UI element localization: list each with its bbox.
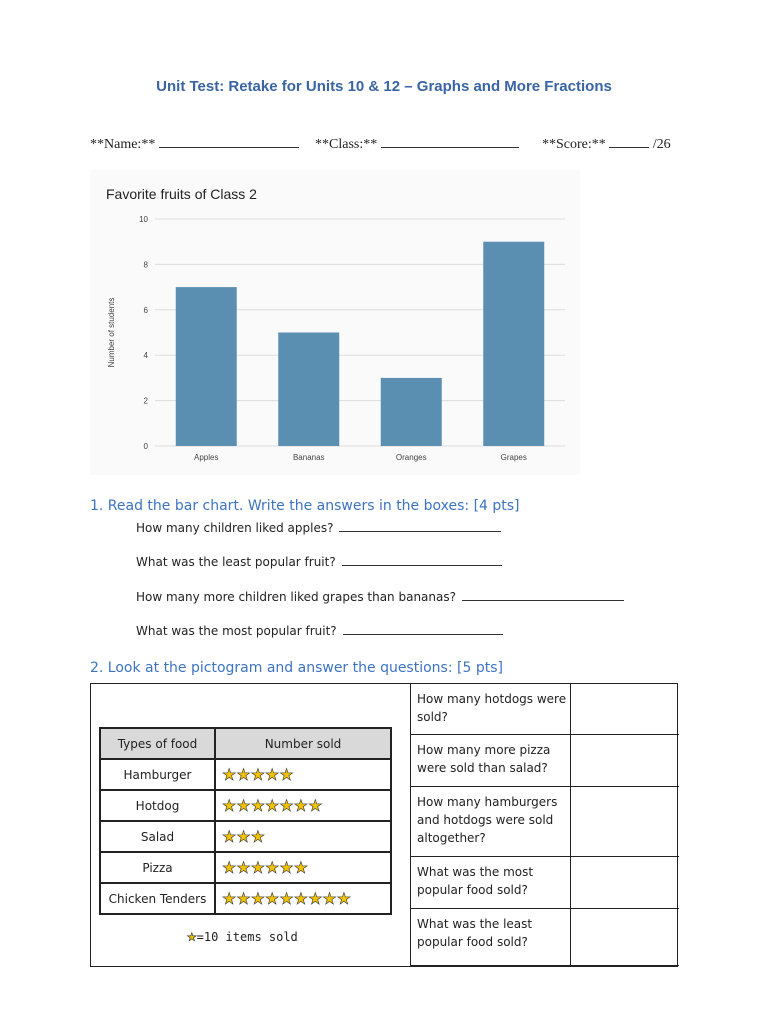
answer-box[interactable] (571, 909, 677, 966)
food-name: Salad (100, 821, 215, 852)
bar-chart-svg (90, 170, 580, 475)
y-tick-label: 8 (143, 260, 148, 270)
pictogram-table (99, 727, 392, 915)
food-name: Hotdog (100, 790, 215, 821)
star-icons (215, 883, 391, 914)
table-row (100, 759, 391, 790)
pictogram-key (187, 926, 298, 945)
fruit-bar-chart (90, 170, 580, 475)
star-icon: ★★★★★ (222, 765, 294, 784)
food-name: Hamburger (100, 759, 215, 790)
score-label: **Score:** (542, 137, 606, 152)
x-tick-label: Grapes (500, 453, 527, 462)
y-tick-label: 4 (143, 351, 148, 361)
bar-oranges (381, 378, 442, 446)
bar-apples (176, 287, 237, 446)
student-info-fields (90, 135, 680, 155)
star-icons (215, 790, 391, 821)
answer-box[interactable] (571, 787, 677, 857)
star-icons (215, 759, 391, 790)
star-icons (215, 821, 391, 852)
question-most-fruit (136, 624, 503, 638)
question-least-fruit (136, 555, 502, 569)
food-name: Pizza (100, 852, 215, 883)
table-row (100, 821, 391, 852)
x-tick-label: Oranges (395, 453, 427, 462)
table-row (100, 852, 391, 883)
question-text: How many hotdogs were sold? (417, 692, 567, 724)
star-icon: ★★★★★★★ (222, 796, 323, 815)
name-field[interactable] (90, 135, 299, 153)
y-axis-label: Number of students (107, 297, 116, 368)
bar-bananas (278, 333, 339, 447)
column-header-food: Types of food (100, 728, 215, 759)
name-blank[interactable] (159, 135, 299, 148)
question-text: What was the least popular food sold? (417, 917, 533, 949)
key-text: =10 items sold (196, 930, 298, 944)
bar-grapes (483, 242, 544, 446)
pictogram-section (90, 683, 678, 967)
answer-box[interactable] (571, 684, 677, 735)
star-icons (215, 852, 391, 883)
question-text: How many hamburgers and hotdogs were sold altogether? (417, 795, 558, 845)
table-header-row (100, 728, 391, 759)
answer-blank[interactable] (339, 521, 501, 532)
answer-box[interactable] (571, 735, 677, 787)
score-field[interactable] (542, 135, 671, 153)
question-text: How many children liked apples? (136, 521, 334, 535)
question-text: What was the most popular fruit? (136, 624, 337, 638)
test-title: Unit Test: Retake for Units 10 & 12 – Graphs and More Fractions (156, 78, 612, 95)
answer-blank[interactable] (343, 624, 503, 635)
table-row (100, 883, 391, 914)
answer-blank[interactable] (342, 555, 502, 566)
table-row (100, 790, 391, 821)
score-total: /26 (652, 137, 671, 152)
question-text: What was the most popular food sold? (417, 865, 534, 897)
x-tick-label: Apples (194, 453, 219, 462)
question-text: How many more children liked grapes than bananas? (136, 590, 456, 604)
star-icon: ★★★★★★ (222, 858, 309, 877)
class-blank[interactable] (381, 135, 519, 148)
class-field[interactable] (315, 135, 519, 153)
class-label: **Class:** (315, 137, 378, 152)
y-tick-label: 2 (143, 396, 148, 406)
question-text: What was the least popular fruit? (136, 555, 336, 569)
y-tick-label: 10 (139, 215, 148, 224)
x-tick-label: Bananas (292, 453, 325, 462)
star-icon: ★ (187, 926, 197, 945)
section2-heading: 2. Look at the pictogram and answer the questions: [5 pts] (90, 660, 503, 676)
column-header-sold: Number sold (215, 728, 391, 759)
star-icon: ★★★★★★★★★ (222, 889, 352, 908)
y-tick-label: 6 (143, 305, 148, 315)
food-name: Chicken Tenders (100, 883, 215, 914)
score-blank[interactable] (609, 135, 649, 148)
answer-blank[interactable] (462, 590, 624, 601)
section1-heading: 1. Read the bar chart. Write the answers in the boxes: [4 pts] (90, 498, 520, 514)
question-grapes-vs-bananas (136, 590, 624, 604)
answer-box[interactable] (571, 857, 677, 909)
name-label: **Name:** (90, 137, 156, 152)
star-icon: ★★★ (222, 827, 266, 846)
y-tick-label: 0 (143, 442, 148, 451)
question-text: How many more pizza were sold than salad? (417, 743, 551, 775)
chart-title: Favorite fruits of Class 2 (106, 186, 257, 202)
question-apples (136, 521, 501, 535)
